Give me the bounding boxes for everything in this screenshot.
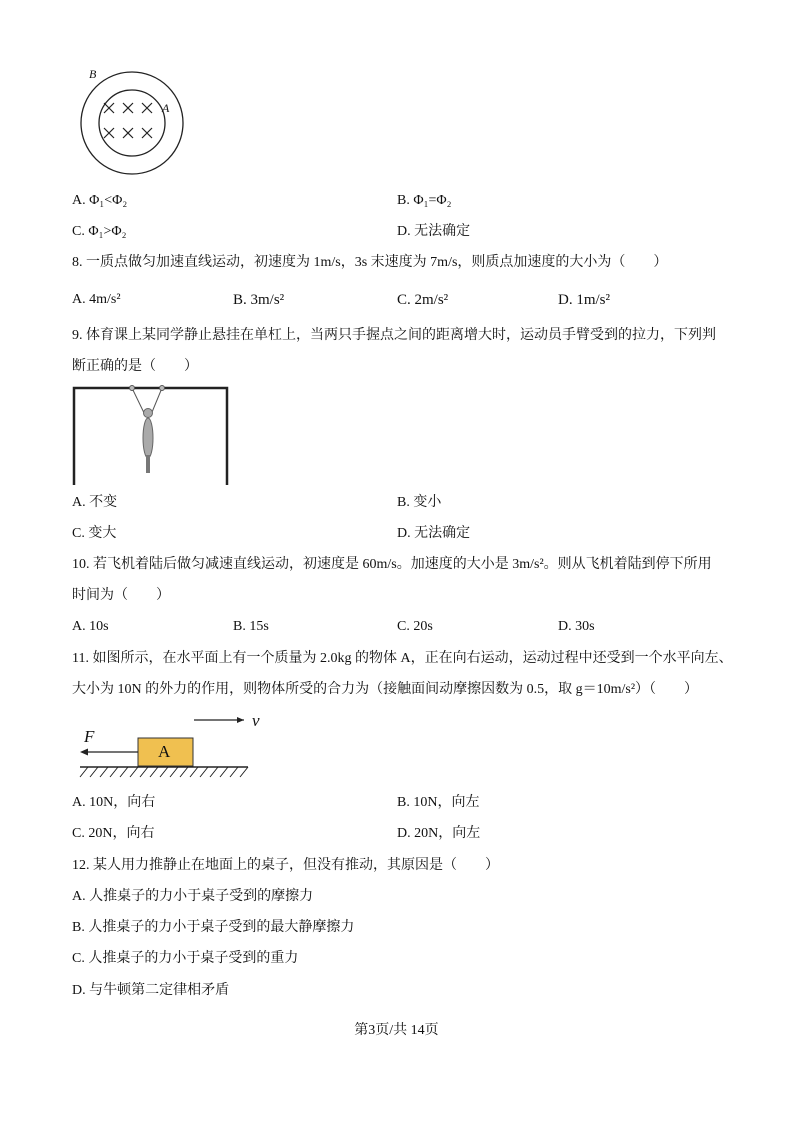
force-label: F bbox=[84, 727, 95, 746]
q9-option-d[interactable]: D. 无法确定 bbox=[397, 526, 471, 541]
label-a: A bbox=[162, 101, 170, 115]
q9-option-c[interactable]: C. 变大 bbox=[72, 526, 117, 541]
q12-option-b[interactable]: B. 人推桌子的力小于桌子受到的最大静摩擦力 bbox=[72, 920, 355, 935]
q12-option-d[interactable]: D. 与牛顿第二定律相矛盾 bbox=[72, 983, 230, 998]
q10-stem-line2: 时间为（ ） bbox=[72, 588, 170, 603]
q12-option-a[interactable]: A. 人推桌子的力小于桌子受到的摩擦力 bbox=[72, 889, 314, 904]
q10-option-c[interactable]: C. 20s bbox=[397, 619, 433, 634]
q7-option-c[interactable]: C. Φ₁>Φ₂ bbox=[72, 224, 127, 239]
q8-stem: 8. 一质点做匀加速直线运动，初速度为 1m/s，3s 末速度为 7m/s，则质点加速度的大小为（ ） bbox=[72, 255, 668, 270]
q8-option-c[interactable]: C. 2m/s² bbox=[397, 292, 449, 308]
q11-option-a[interactable]: A. 10N，向右 bbox=[72, 795, 156, 810]
q7-option-d[interactable]: D. 无法确定 bbox=[397, 224, 471, 239]
q9-option-b[interactable]: B. 变小 bbox=[397, 495, 442, 510]
q10-stem-line1: 10. 若飞机着陆后做匀减速直线运动，初速度是 60m/s。加速度的大小是 3m/s²。则从飞机着陆到停下所用 bbox=[72, 557, 712, 572]
q8-option-d[interactable]: D. 1m/s² bbox=[558, 292, 611, 308]
magnetic-field-rings-figure bbox=[70, 65, 190, 177]
q8-option-a[interactable]: A. 4m/s² bbox=[72, 292, 121, 307]
page-footer: 第3页/共 14页 bbox=[354, 1023, 439, 1038]
q10-option-d[interactable]: D. 30s bbox=[558, 619, 595, 634]
q9-stem-line2: 断正确的是（ ） bbox=[72, 359, 198, 374]
q11-stem-line1: 11. 如图所示，在水平面上有一个质量为 2.0kg 的物体 A，正在向右运动，运动过程中还受到一个水平向左、 bbox=[72, 651, 733, 666]
velocity-label: v bbox=[252, 711, 260, 730]
q11-option-b[interactable]: B. 10N，向左 bbox=[397, 795, 480, 810]
q11-option-d[interactable]: D. 20N，向左 bbox=[397, 826, 481, 841]
q12-option-c[interactable]: C. 人推桌子的力小于桌子受到的重力 bbox=[72, 951, 299, 966]
q7-option-b[interactable]: B. Φ₁=Φ₂ bbox=[397, 193, 452, 208]
q11-option-c[interactable]: C. 20N，向右 bbox=[72, 826, 155, 841]
horizontal-bar-figure bbox=[70, 383, 230, 487]
q9-option-a[interactable]: A. 不变 bbox=[72, 495, 118, 510]
q12-stem: 12. 某人用力推静止在地面上的桌子，但没有推动，其原因是（ ） bbox=[72, 858, 499, 873]
q11-stem-line2: 大小为 10N 的外力的作用，则物体所受的合力为（接触面间动摩擦因数为 0.5，取 g＝10m/s²）（ ） bbox=[72, 682, 699, 697]
q7-option-a[interactable]: A. Φ₁<Φ₂ bbox=[72, 193, 128, 208]
block-label: A bbox=[158, 742, 171, 761]
q8-option-b[interactable]: B. 3m/s² bbox=[233, 292, 285, 308]
q10-option-b[interactable]: B. 15s bbox=[233, 619, 269, 634]
label-b: B bbox=[89, 67, 97, 81]
q10-option-a[interactable]: A. 10s bbox=[72, 619, 109, 634]
q9-stem-line1: 9. 体育课上某同学静止悬挂在单杠上，当两只手握点之间的距离增大时，运动员手臂受到的拉力，下列判 bbox=[72, 328, 716, 343]
